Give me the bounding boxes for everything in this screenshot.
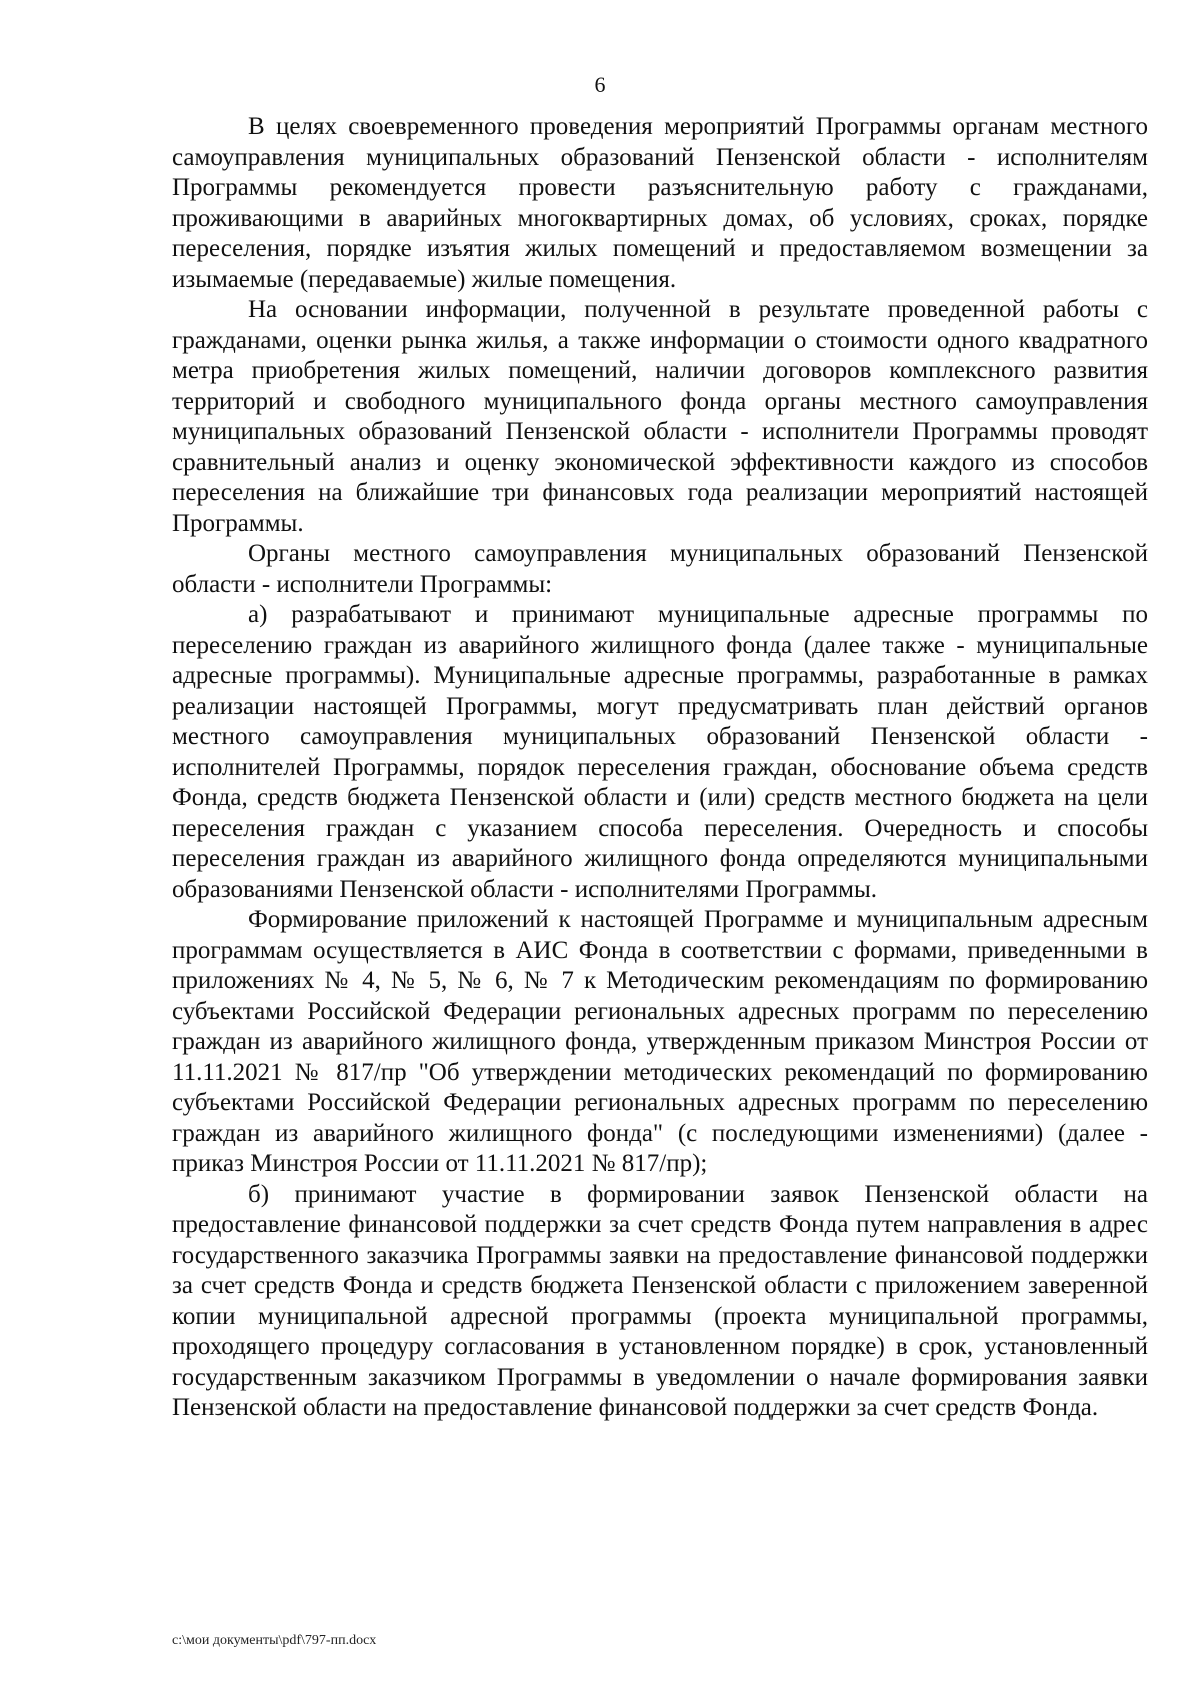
paragraph-explanatory-work: В целях своевременного проведения мероприятий Программы органам местного самоуправления муниципальных образований Пензенской области - исполнителям Программы рекомендуется провести разъяснительную работу с гражданами, проживающими в аварийных многоквартирных домах, об условиях, сроках, порядке переселения, порядке изъятия жилых помещений и предоставляемом возмещении за изымаемые (передаваемые) жилые помещения. — [172, 113, 1148, 293]
paragraph-item-b: б) принимают участие в формировании заявок Пензенской области на предоставление финансовой поддержки за счет средств Фонда путем направления в адрес государственного заказчика Программы заявки на предоставление финансовой поддержки за счет средств Фонда и средств бюджета Пензенской области с приложением заверенной копии муниципальной адресной программы (проекта муниципальной программы, проходящего процедуру согласования в установленном порядке) в срок, установленный государственным заказчиком Программы в уведомлении о начале формирования заявки Пензенской области на предоставление финансовой поддержки за счет средств Фонда. — [172, 1180, 1148, 1421]
page-number: 6 — [594, 72, 606, 97]
paragraph-local-authorities-intro: Органы местного самоуправления муниципальных образований Пензенской области - исполнители Программы: — [172, 540, 1148, 598]
document-body — [172, 112, 1148, 1424]
paragraph-item-a: а) разрабатывают и принимают муниципальные адресные программы по переселению граждан из аварийного жилищного фонда (далее также - муниципальные адресные программы). Муниципальные адресные программы, разработанные в рамках реализации настоящей Программы, могут предусматривать план действий органов местного самоуправления муниципальных образований Пензенской области - исполнителей Программы, порядок переселения граждан, обоснование объема средств Фонда, средств бюджета Пензенской области и (или) средств местного бюджета на цели переселения граждан с указанием способа переселения. Очередность и способы переселения граждан из аварийного жилищного фонда определяются муниципальными образованиями Пензенской области - исполнителями Программы. — [172, 601, 1148, 903]
footer-file-path: c:\мои документы\pdf\797-пп.docx — [172, 1633, 377, 1648]
paragraph-comparative-analysis: На основании информации, полученной в результате проведенной работы с гражданами, оценки рынка жилья, а также информации о стоимости одного квадратного метра приобретения жилых помещений, наличии договоров комплексного развития территорий и свободного муниципального фонда органы местного самоуправления муниципальных образований Пензенской области - исполнители Программы проводят сравнительный анализ и оценку экономической эффективности каждого из способов переселения на ближайшие три финансовых года реализации мероприятий настоящей Программы. — [172, 296, 1148, 537]
paragraph-forming-appendices: Формирование приложений к настоящей Программе и муниципальным адресным программам осуществляется в АИС Фонда в соответствии с формами, приведенными в приложениях № 4, № 5, № 6, № 7 к Методическим рекомендациям по формированию субъектами Российской Федерации региональных адресных программ по переселению граждан из аварийного жилищного фонда, утвержденным приказом Минстроя России от 11.11.2021 № 817/пр "Об утверждении методических рекомендаций по формированию субъектами Российской Федерации региональных адресных программ по переселению граждан из аварийного жилищного фонда" (с последующими изменениями) (далее - приказ Минстроя России от 11.11.2021 № 817/пр); — [172, 906, 1148, 1177]
